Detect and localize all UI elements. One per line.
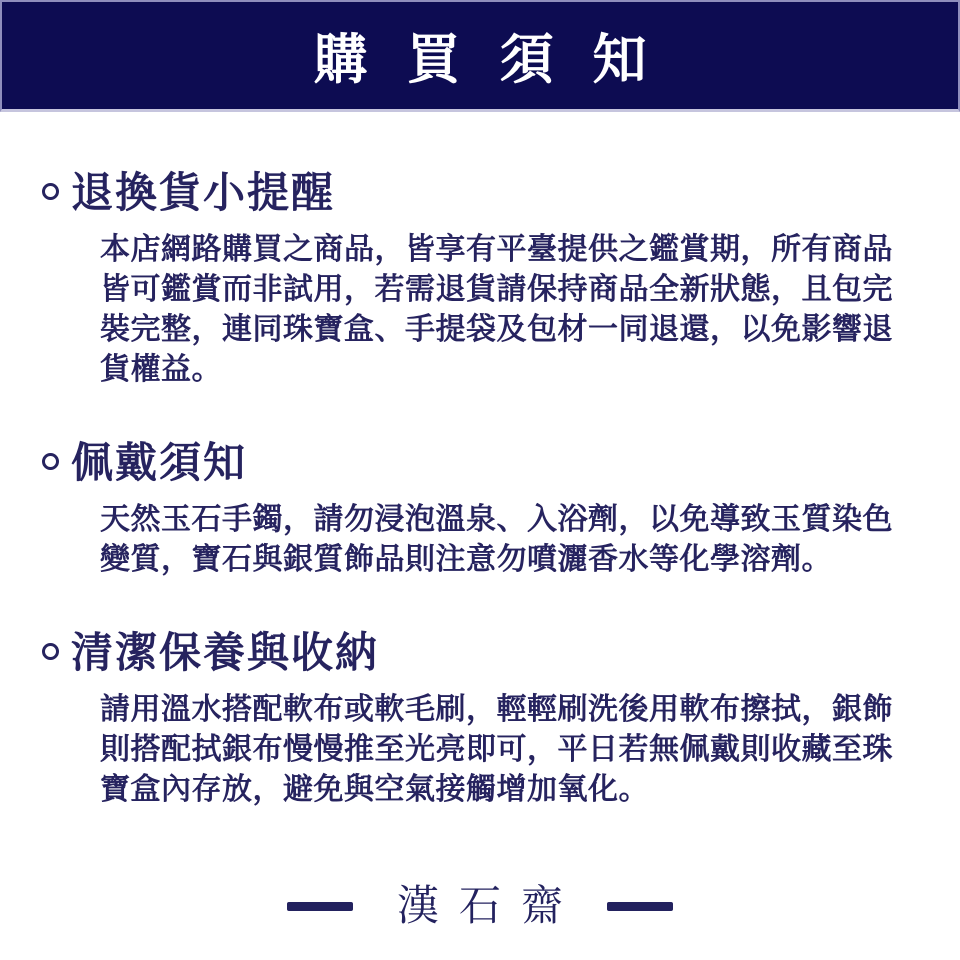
section-care-storage [0, 630, 934, 810]
section-body [0, 690, 934, 810]
body-line: 貨權益。 [100, 353, 222, 386]
left-bar-icon [287, 902, 353, 911]
bullet-circle-icon [42, 643, 59, 660]
section-return-policy [0, 170, 934, 390]
section-body [0, 500, 934, 580]
section-wearing-notice [0, 440, 934, 580]
section-heading-row [0, 170, 934, 216]
section-heading-row [0, 630, 934, 676]
body-line: 則搭配拭銀布慢慢推至光亮即可，平日若無佩戴則收藏至珠 [100, 733, 893, 766]
body-line: 裝完整，連同珠寶盒、手提袋及包材一同退還，以免影響退 [100, 313, 893, 346]
section-heading: 清潔保養與收納 [71, 629, 380, 676]
right-bar-icon [607, 902, 673, 911]
body-line: 天然玉石手鐲，請勿浸泡溫泉、入浴劑，以免導致玉質染色 [100, 503, 893, 536]
section-heading-row [0, 440, 934, 486]
notice-content [0, 170, 960, 810]
section-heading: 佩戴須知 [71, 439, 248, 486]
body-line: 本店網路購買之商品，皆享有平臺提供之鑑賞期，所有商品 [100, 233, 893, 266]
body-line: 皆可鑑賞而非試用，若需退貨請保持商品全新狀態，且包完 [100, 273, 893, 306]
bullet-circle-icon [42, 453, 59, 470]
body-line: 請用溫水搭配軟布或軟毛刷，輕輕刷洗後用軟布擦拭，銀飾 [100, 693, 893, 726]
section-heading: 退換貨小提醒 [71, 169, 336, 216]
section-body [0, 230, 934, 390]
page-title: 購 買 須 知 [313, 30, 659, 90]
brand-logo-text: 漢石齋 [396, 881, 583, 930]
purchase-notice-header [0, 0, 960, 112]
body-line: 寶盒內存放，避免與空氣接觸增加氧化。 [100, 773, 649, 806]
bullet-circle-icon [42, 183, 59, 200]
body-line: 變質，寶石與銀質飾品則注意勿噴灑香水等化學溶劑。 [100, 543, 832, 576]
brand-footer [0, 882, 960, 930]
